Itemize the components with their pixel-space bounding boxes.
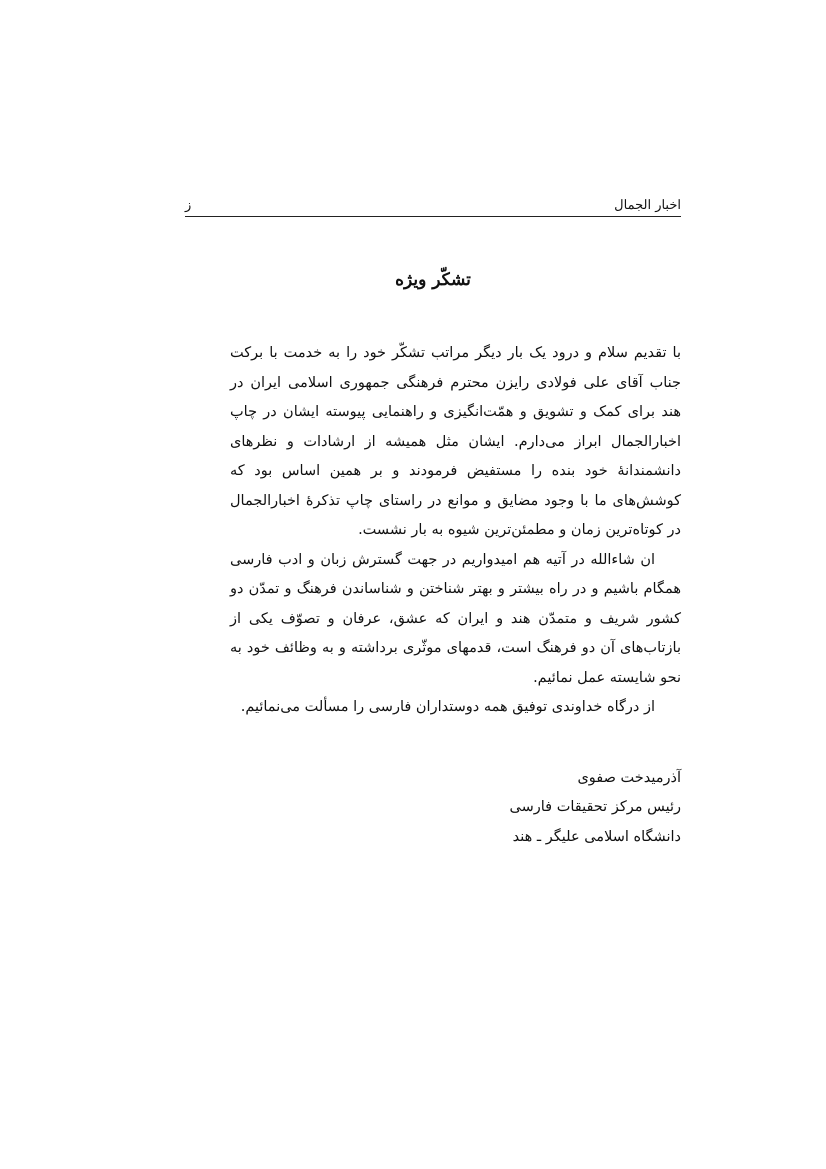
page-number: ز [185, 198, 192, 213]
signature-block [185, 764, 681, 853]
page-title: تشکّر ویژه [395, 270, 471, 290]
paragraph: با تقدیم سلام و درود یک بار دیگر مراتب تشکّر خود را به خدمت با برکت جناب آقای علی فولادی رایزن محترم فرهنگی جمهوری اسلامی ایران در هند برای کمک و تشویق و همّت‌انگیزی و راهنمایی پیوسته ایشان در چاپ اخبارالجمال ابراز می‌دارم. ایشان مثل همیشه از ارشادات و نظرهای دانشمندانهٔ خود بنده را مستفیض فرمودند و بر همین اساس بود که کوشش‌های ما با وجود مضایق و موانع در راستای چاپ تذکرهٔ اخبارالجمال در کوتاه‌ترین زمان و مطمئن‌ترین شیوه به بار نشست. [230, 345, 681, 538]
signature-position: رئیس مرکز تحقیقات فارسی [509, 799, 681, 815]
document-page [185, 186, 681, 852]
running-header [185, 186, 681, 216]
paragraph: از درگاه خداوندی توفیق همه دوستداران فارسی را مسألت می‌نمائیم. [240, 699, 655, 715]
body-text [230, 339, 681, 723]
signature-affiliation: دانشگاه اسلامی علیگر ـ هند [512, 828, 681, 845]
book-title: اخبار الجمال [614, 198, 681, 213]
signature-name: آذرمیدخت صفوی [577, 769, 681, 786]
paragraph: ان شاءالله در آتیه هم امیدواریم در جهت گسترش زبان و ادب فارسی همگام باشیم و در راه بیشتر و بهتر شناختن و شناساندن فرهنگ و تمدّن دو کشور شریف و متمدّن هند و ایران که عشق، عرفان و تصوّف یکی از بازتاب‌های آن دو فرهنگ است، قدمهای موثّری برداشته و به وظائف خود به نحو شایسته عمل نمائیم. [230, 551, 681, 686]
header-rule [185, 216, 681, 217]
